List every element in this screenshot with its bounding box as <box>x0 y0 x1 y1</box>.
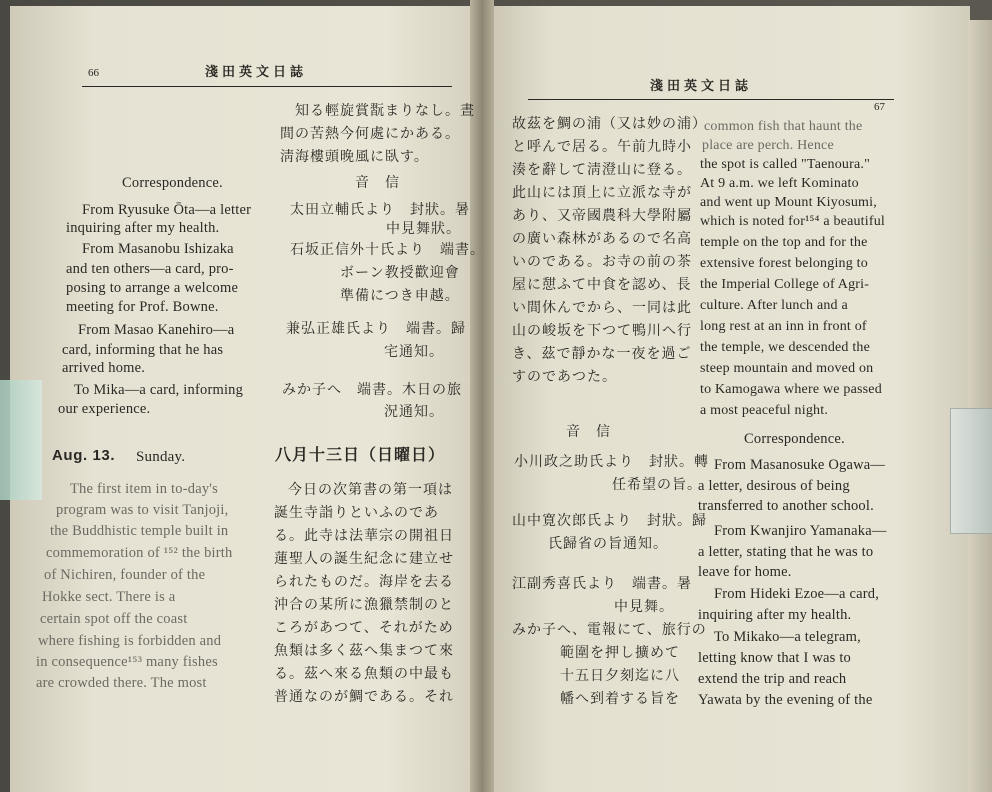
right-en-top-line: the spot is called "Taenoura." <box>700 157 871 172</box>
right-en-top-line: and went up Mount Kiyosumi, <box>700 195 877 210</box>
right-jp-top-line: の廣い森林があるので名高 <box>512 231 692 247</box>
left-entry-en-line: our experience. <box>58 401 151 417</box>
right-entry-jp-line: 江副秀喜氏より 端書。暑 <box>512 576 692 592</box>
left-entry-en-line: From Masanobu Ishizaka <box>82 241 234 257</box>
left-body-en-line: are crowded there. The most <box>36 675 207 691</box>
right-en-top-line: long rest at an inn in front of <box>700 319 867 334</box>
left-page-number: 66 <box>88 67 99 79</box>
right-entry-en-line: inquiring after my health. <box>698 607 852 623</box>
right-page-number: 67 <box>874 101 885 113</box>
left-entry-jp-line: みか子へ 端書。木日の旅 <box>282 382 462 398</box>
left-entry-en-line: From Masao Kanehiro—a <box>78 322 235 338</box>
left-body-jp-line: る。此寺は法華宗の開祖日 <box>274 528 454 544</box>
right-correspondence-title: Correspondence. <box>744 431 845 447</box>
right-en-top-line: to Kamogawa where we passed <box>700 382 882 397</box>
left-entry-jp-line: 準備につき申越。 <box>340 288 460 304</box>
left-body-jp-line: 誕生寺詣りといふのであ <box>274 505 439 521</box>
right-en-top-line: extensive forest belonging to <box>700 256 868 271</box>
right-jp-top-line: き、茲で靜かな一夜を過ご <box>512 346 692 362</box>
right-en-top-line: the Imperial College of Agri- <box>700 277 870 292</box>
left-entry-en-line: From Ryusuke Ōta—a letter <box>82 202 252 218</box>
right-entry-jp-line: 小川政之助氏より 封狀。轉 <box>514 454 709 470</box>
right-jp-top-line: と呼んで居る。午前九時小 <box>512 139 692 155</box>
left-body-jp-line: られたものだ。海岸を去る <box>274 574 454 590</box>
right-jp-top-line: い間休んでから、一同は此 <box>512 300 692 316</box>
right-entry-jp-line: 中見舞。 <box>614 599 674 615</box>
right-en-top-line: temple on the top and for the <box>700 235 868 250</box>
left-body-jp-line: 沖合の某所に漁獵禁制のと <box>274 597 454 613</box>
left-entry-en-line: meeting for Prof. Bowne. <box>66 299 219 315</box>
right-entry-en-line: leave for home. <box>698 564 792 580</box>
right-jp-top-line: 山の峻坂を下つて鴨川へ行 <box>512 323 692 339</box>
left-entry-en-line: inquiring after my health. <box>66 220 220 236</box>
left-entry-jp-line: ボーン教授歡迎會 <box>340 265 460 281</box>
page-edges <box>968 20 992 792</box>
right-entry-jp-line: 任希望の旨。 <box>612 477 702 493</box>
left-entry-jp-line: 宅通知。 <box>384 344 444 360</box>
right-jp-top-line: 故茲を鯛の浦（又は妙の浦） <box>512 116 707 132</box>
left-entry-jp-line: 兼弘正雄氏より 端書。歸 <box>286 321 466 337</box>
right-en-top-line: steep mountain and moved on <box>700 361 874 376</box>
left-entry-jp-line: 石坂正信外十氏より 端書。 <box>290 242 485 258</box>
right-entry-en-line: a letter, stating that he was to <box>698 544 874 560</box>
right-en-top-line: a most peaceful night. <box>700 403 829 418</box>
left-body-en-line: Hokke sect. There is a <box>42 589 176 605</box>
right-en-top-line: At 9 a.m. we left Kominato <box>700 176 859 191</box>
right-jp-top-line: いのである。お寺の前の茶 <box>512 254 692 270</box>
left-body-en-line: where fishing is forbidden and <box>38 633 222 649</box>
right-header-title: 淺田英文日誌 <box>650 79 753 94</box>
left-date-en: Aug. 13. <box>52 447 116 464</box>
right-entry-en-line: From Masanosuke Ogawa— <box>714 457 886 473</box>
right-entry-en-line: From Hideki Ezoe—a card, <box>714 586 880 602</box>
left-bookmark-tab <box>0 380 42 500</box>
left-jp-top-line: 知る輕旋賞翫まりなし。晝 <box>295 103 475 119</box>
left-body-en-line: certain spot off the coast <box>40 611 188 627</box>
left-entry-jp-line: 況通知。 <box>384 404 444 420</box>
left-entry-en-line: arrived home. <box>62 360 146 376</box>
right-jp-top-line: 屋に憇ふて中食を認め、長 <box>512 277 692 293</box>
left-header-title: 淺田英文日誌 <box>205 65 308 80</box>
left-entry-jp-line: 中見舞狀。 <box>386 221 461 237</box>
right-jp-top-line: あり、又帝國農科大學附屬 <box>512 208 692 224</box>
left-body-en-line: The first item in to-day's <box>70 481 218 497</box>
right-en-top-line: the temple, we descended the <box>700 340 871 355</box>
left-body-jp-line: 普通なのが鯛である。それ <box>274 689 454 705</box>
left-body-en-line: program was to visit Tanjoji, <box>56 502 229 518</box>
left-date-jp: 八月十三日（日曜日） <box>275 445 446 464</box>
right-onshin-title: 音 信 <box>566 424 611 440</box>
right-entry-jp-line: みか子へ、電報にて、旅行の <box>512 622 707 638</box>
right-en-top-line: culture. After lunch and a <box>700 298 848 313</box>
left-body-jp-line: 魚類は多く茲へ集まつて來 <box>274 643 454 659</box>
left-entry-en-line: card, informing that he has <box>62 342 224 358</box>
left-body-en-line: of Nichiren, founder of the <box>44 567 206 583</box>
right-jp-top-line: 湊を辭して淸澄山に登る。 <box>512 162 692 178</box>
left-jp-top-line: 淸海樓頭晚風に臥す。 <box>280 149 429 165</box>
left-entry-en-line: and ten others—a card, pro- <box>66 261 234 277</box>
left-body-en-line: commemoration of ¹⁵² the birth <box>46 545 233 561</box>
right-entry-jp-line: 幡へ到着する旨を <box>560 691 680 707</box>
right-entry-en-line: Yawata by the evening of the <box>698 692 873 708</box>
left-body-en-line: in consequence¹⁵³ many fishes <box>36 654 218 670</box>
right-page-clip <box>950 408 992 534</box>
left-body-jp-line: 蓮聖人の誕生紀念に建立せ <box>274 551 454 567</box>
right-en-top-line: common fish that haunt the <box>704 119 863 134</box>
left-entry-en-line: posing to arrange a welcome <box>66 280 239 296</box>
left-body-jp-line: る。茲へ來る魚類の中最も <box>274 666 454 682</box>
right-jp-top-line: 此山には頂上に立派な寺が <box>512 185 692 201</box>
left-body-jp-line: 今日の次第書の第一項は <box>288 482 453 498</box>
left-body-en-line: the Buddhistic temple built in <box>50 523 229 539</box>
right-entry-en-line: From Kwanjiro Yamanaka— <box>714 523 887 539</box>
right-entry-jp-line: 山中寛次郎氏より 封狀。歸 <box>512 513 707 529</box>
right-entry-en-line: extend the trip and reach <box>698 671 847 687</box>
right-entry-jp-line: 十五日夕刻迄に八 <box>560 668 680 684</box>
right-entry-en-line: letting know that I was to <box>698 650 851 666</box>
right-entry-en-line: a letter, desirous of being <box>698 478 850 494</box>
right-en-top-line: place are perch. Hence <box>702 138 834 153</box>
left-correspondence-title: Correspondence. <box>122 175 223 191</box>
right-header-rule <box>528 99 894 100</box>
left-entry-en-line: To Mika—a card, informing <box>74 382 244 398</box>
right-entry-jp-line: 氏歸省の旨通知。 <box>548 536 668 552</box>
left-jp-top-line: 間の苦熱今何處にかある。 <box>280 126 460 142</box>
right-entry-en-line: To Mikako—a telegram, <box>714 629 861 645</box>
left-entry-jp-line: 太田立輔氏より 封狀。暑 <box>290 202 470 218</box>
left-header-rule <box>82 86 452 87</box>
left-day-en: Sunday. <box>136 449 186 465</box>
right-entry-en-line: transferred to another school. <box>698 498 874 514</box>
right-jp-top-line: すのであつた。 <box>512 369 617 385</box>
left-onshin-title: 音 信 <box>355 175 400 191</box>
right-entry-jp-line: 範圍を押し擴めて <box>560 645 680 661</box>
left-body-jp-line: ころがあつて、それがため <box>274 620 454 636</box>
right-en-top-line: which is noted for¹⁵⁴ a beautiful <box>700 214 886 229</box>
